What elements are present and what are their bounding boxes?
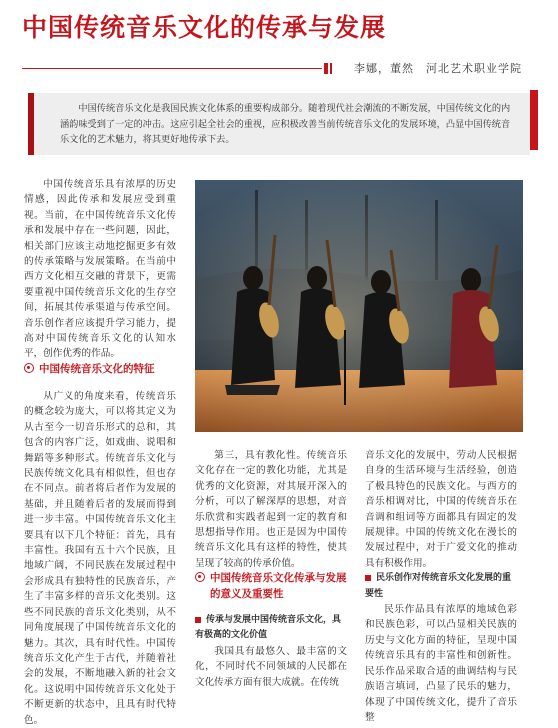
square-bullet-icon	[365, 575, 371, 581]
subhead-text: 民乐创作对传统音乐文化发展的重要性	[365, 573, 512, 599]
pipa-ensemble-illustration	[195, 180, 523, 432]
abstract-text: 中国传统音乐文化是我国民族文化体系的重要构成部分。随着现代社会潮流的不断发展，中国传统文化的内涵韵味受到了一定的冲击。这应引起全社会的重视，应积极改善当前传统音乐文化的发展环境，凸显中国传统音乐文化的艺术魅力，将其更好地传承下去。	[60, 103, 511, 145]
column-3	[365, 448, 517, 725]
subhead-text: 传承与发展中国传统音乐文化，具有极高的文化价值	[195, 615, 342, 641]
section-heading-significance	[195, 570, 347, 602]
section-bullet-icon	[195, 572, 205, 582]
section-heading-features	[24, 361, 184, 377]
byline-marker	[324, 63, 328, 74]
abstract-box	[28, 93, 530, 155]
article-title: 中国传统音乐文化的传承与发展	[22, 13, 387, 42]
intro-paragraph: 中国传统音乐具有浓厚的历史情感，因此传承和发展应受到重视。当前，在中国传统音乐文化传承和发展中存在一些问题，因此，相关部门应该主动地挖掘更多有效的传承策略与发展策略。在当前中西方文化相互交融的背景下，更需要重视中国传统音乐文化的生存空间，拓展其传承渠道与传承空间。音乐创作者应该提升学习能力，提高对中国传统音乐文化的认知水平，创作优秀的作品。	[24, 179, 176, 360]
intro-column	[24, 177, 176, 362]
section-heading-text: 中国传统音乐文化传承与发展的意义及重要性	[210, 572, 347, 600]
byline-row	[22, 60, 522, 78]
col2-paragraph: 第三，具有教化性。传统音乐文化存在一定的教化功能，尤其是优秀的文化资源，对其展开深入的分析，可以了解深厚的思想，对音乐欣赏和实践者起到一定的教育和思想指导作用。也正是因为中国传统音乐文化具有这样的特性，使其呈现了较高的传承价值。	[195, 450, 347, 569]
byline-marker-thin	[330, 63, 332, 74]
byline-rule	[22, 68, 322, 69]
subhead-cultural-value	[195, 613, 347, 644]
author-byline: 李娜，董然 河北艺术职业学院	[354, 62, 522, 75]
concert-photo	[195, 180, 523, 432]
column-2-lower	[195, 613, 347, 690]
square-bullet-icon	[195, 617, 201, 623]
abstract-accent-bar	[530, 90, 538, 150]
features-paragraph: 从广义的角度来看，传统音乐的概念较为庞大，可以将其定义为从古至今一切音乐形式的总和，其包含的内容广泛，如戏曲、说唱和舞蹈等多种形式。传统音乐文化与民族传统文化具有相似性，但也存在不同点。前者将后者作为发展的基础，并且随着后者的发展而得到进一步丰富。中国传统音乐文化主要具有以下几个特征：首先，具有丰富性。我国有五十六个民族，且地域广阔，不同民族在发展过程中会形成具有独特性的民族音乐，产生了丰富多样的音乐文化类别。这些不同民族的音乐文化类别，从不同角度展现了中国传统音乐文化的魅力。其次，具有时代性。中国传统音乐文化产生于古代，并随着社会的发展，不断地融入新的社会文化。这说明中国传统音乐文化处于不断更新的状态中，且具有时代特色。	[24, 391, 176, 726]
col3-paragraph: 音乐文化的发展中，劳动人民根据自身的生活环境与生活经验，创造了极具特色的民族文化。与西方的音乐相调对比，中国的传统音乐在音调和组词等方面都具有固定的发展规律。中国的传统文化在漫长的发展过程中，对于广爱文化的推动具有积极作用。	[365, 450, 517, 569]
column-2	[195, 448, 347, 571]
col3-paragraph-2: 民乐作品具有浓厚的地域色彩和民族色彩，可以凸显相关民族的历史与文化方面的特征，呈现中国传统音乐具有的丰富性和创新性。民乐作品采取合适的曲调结构与民族语言填词，凸显了民乐的魅力，体现了中国传统文化，提升了音乐整	[365, 604, 517, 723]
subhead-folk-music	[365, 571, 517, 602]
section-heading-text: 中国传统音乐文化的特征	[39, 363, 155, 375]
col2-paragraph-2: 我国具有最悠久、最丰富的文化，不同时代不同领域的人民都在文化传承方面有很大成就。在传统	[195, 645, 347, 688]
section-bullet-icon	[24, 363, 34, 373]
features-column	[24, 389, 176, 728]
